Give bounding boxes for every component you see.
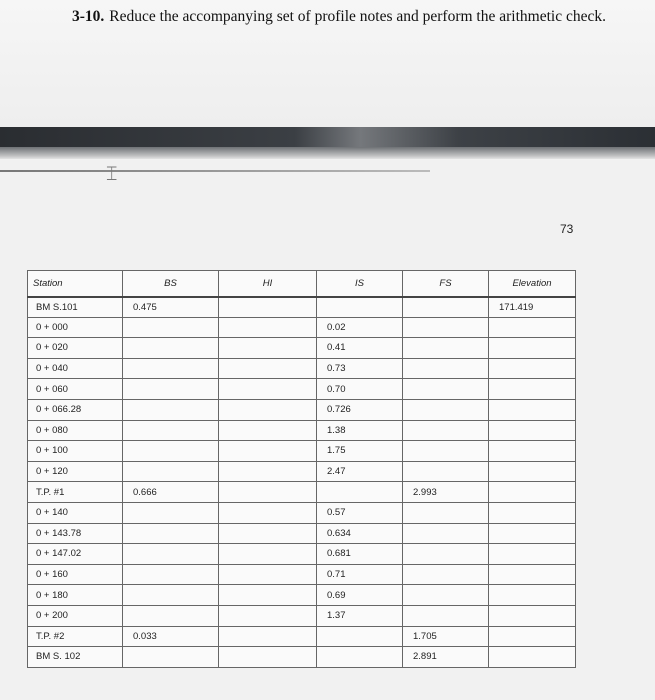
cell-station: 0 + 020: [28, 338, 123, 359]
table-row: [28, 564, 576, 585]
cell-is: 1.75: [317, 441, 403, 462]
cell-fs: [403, 379, 489, 400]
cell-station: 0 + 060: [28, 379, 123, 400]
cell-fs: [403, 544, 489, 565]
cell-hi: [219, 647, 317, 668]
cell-is: 0.69: [317, 585, 403, 606]
cell-hi: [219, 317, 317, 338]
cell-hi: [219, 379, 317, 400]
cell-hi: [219, 502, 317, 523]
cell-bs: [123, 441, 219, 462]
cell-is: 1.38: [317, 420, 403, 441]
table-row: [28, 502, 576, 523]
table-row: [28, 379, 576, 400]
problem-statement: [72, 8, 652, 26]
cell-hi: [219, 482, 317, 503]
cell-hi: [219, 585, 317, 606]
table-row: [28, 338, 576, 359]
cell-is: 0.02: [317, 317, 403, 338]
cell-bs: [123, 647, 219, 668]
cell-station: 0 + 040: [28, 358, 123, 379]
cell-bs: 0.475: [123, 297, 219, 318]
cell-bs: [123, 585, 219, 606]
cell-station: 0 + 080: [28, 420, 123, 441]
table-body: [28, 297, 576, 668]
cell-station: 0 + 140: [28, 502, 123, 523]
cell-elevation: [489, 379, 576, 400]
cell-station: BM S. 102: [28, 647, 123, 668]
cell-station: T.P. #1: [28, 482, 123, 503]
table-row: [28, 297, 576, 318]
table-row: [28, 523, 576, 544]
cell-bs: [123, 544, 219, 565]
header-elevation: Elevation: [489, 271, 576, 297]
cell-fs: [403, 523, 489, 544]
cell-hi: [219, 420, 317, 441]
cell-hi: [219, 626, 317, 647]
cell-elevation: [489, 317, 576, 338]
cell-fs: [403, 420, 489, 441]
cell-hi: [219, 358, 317, 379]
cell-station: BM S.101: [28, 297, 123, 318]
cell-elevation: [489, 626, 576, 647]
cell-station: 0 + 200: [28, 605, 123, 626]
horizontal-rule: [0, 170, 430, 172]
header-fs: FS: [403, 271, 489, 297]
cell-hi: [219, 461, 317, 482]
cell-station: 0 + 160: [28, 564, 123, 585]
table-row: [28, 358, 576, 379]
cell-bs: [123, 338, 219, 359]
cell-elevation: [489, 441, 576, 462]
table-row: [28, 647, 576, 668]
cell-is: [317, 297, 403, 318]
cell-fs: 2.891: [403, 647, 489, 668]
cell-hi: [219, 605, 317, 626]
cell-bs: [123, 461, 219, 482]
table-row: [28, 317, 576, 338]
problem-text: Reduce the accompanying set of profile notes and perform the arithmetic check.: [109, 8, 606, 25]
cell-is: [317, 482, 403, 503]
cell-bs: [123, 379, 219, 400]
header-is: IS: [317, 271, 403, 297]
cell-fs: 1.705: [403, 626, 489, 647]
cell-fs: 2.993: [403, 482, 489, 503]
cell-fs: [403, 461, 489, 482]
cell-elevation: [489, 523, 576, 544]
cell-is: 0.73: [317, 358, 403, 379]
header-hi: HI: [219, 271, 317, 297]
cell-is: 2.47: [317, 461, 403, 482]
header-station: Station: [28, 271, 123, 297]
cell-elevation: 171.419: [489, 297, 576, 318]
table-row: [28, 399, 576, 420]
cell-is: 0.57: [317, 502, 403, 523]
cell-hi: [219, 338, 317, 359]
table-row: [28, 482, 576, 503]
cell-fs: [403, 338, 489, 359]
table-row: [28, 626, 576, 647]
cell-bs: 0.033: [123, 626, 219, 647]
cell-is: [317, 647, 403, 668]
cell-elevation: [489, 399, 576, 420]
cell-fs: [403, 358, 489, 379]
cell-hi: [219, 523, 317, 544]
cell-elevation: [489, 358, 576, 379]
cell-station: 0 + 180: [28, 585, 123, 606]
cell-fs: [403, 605, 489, 626]
table-row: [28, 544, 576, 565]
cell-hi: [219, 564, 317, 585]
cell-station: 0 + 147.02: [28, 544, 123, 565]
cell-bs: [123, 358, 219, 379]
cell-bs: [123, 523, 219, 544]
cell-is: [317, 626, 403, 647]
header-bs: BS: [123, 271, 219, 297]
table-row: [28, 605, 576, 626]
cell-hi: [219, 441, 317, 462]
cell-elevation: [489, 338, 576, 359]
cell-station: T.P. #2: [28, 626, 123, 647]
problem-number: 3-10.: [72, 8, 105, 25]
profile-notes-table: [27, 270, 576, 668]
cell-fs: [403, 297, 489, 318]
cell-is: 0.71: [317, 564, 403, 585]
cell-elevation: [489, 482, 576, 503]
cell-is: 0.41: [317, 338, 403, 359]
cell-bs: 0.666: [123, 482, 219, 503]
cell-hi: [219, 399, 317, 420]
cell-bs: [123, 564, 219, 585]
text-cursor-icon: ⌶: [106, 164, 118, 185]
cell-elevation: [489, 647, 576, 668]
cell-elevation: [489, 585, 576, 606]
cell-elevation: [489, 461, 576, 482]
table-row: [28, 420, 576, 441]
page-edge-dark-band: [0, 127, 655, 147]
table-header-row: [28, 271, 576, 297]
table-row: [28, 441, 576, 462]
cell-fs: [403, 441, 489, 462]
cell-is: 0.681: [317, 544, 403, 565]
cell-station: 0 + 143.78: [28, 523, 123, 544]
cell-bs: [123, 317, 219, 338]
cell-bs: [123, 502, 219, 523]
cell-hi: [219, 297, 317, 318]
cell-station: 0 + 066.28: [28, 399, 123, 420]
cell-station: 0 + 120: [28, 461, 123, 482]
cell-bs: [123, 605, 219, 626]
cell-is: 0.70: [317, 379, 403, 400]
cell-elevation: [489, 544, 576, 565]
cell-is: 0.634: [317, 523, 403, 544]
photo-top-area: [0, 0, 655, 128]
cell-bs: [123, 420, 219, 441]
cell-elevation: [489, 502, 576, 523]
cell-fs: [403, 502, 489, 523]
cell-elevation: [489, 605, 576, 626]
cell-station: 0 + 100: [28, 441, 123, 462]
cell-fs: [403, 585, 489, 606]
cell-fs: [403, 399, 489, 420]
cell-fs: [403, 564, 489, 585]
table-row: [28, 461, 576, 482]
page-number: 73: [560, 222, 574, 236]
cell-is: 1.37: [317, 605, 403, 626]
table-row: [28, 585, 576, 606]
cell-station: 0 + 000: [28, 317, 123, 338]
cell-is: 0.726: [317, 399, 403, 420]
page-edge-shadow: [0, 147, 655, 159]
cell-elevation: [489, 564, 576, 585]
cell-fs: [403, 317, 489, 338]
cell-elevation: [489, 420, 576, 441]
cell-hi: [219, 544, 317, 565]
cell-bs: [123, 399, 219, 420]
